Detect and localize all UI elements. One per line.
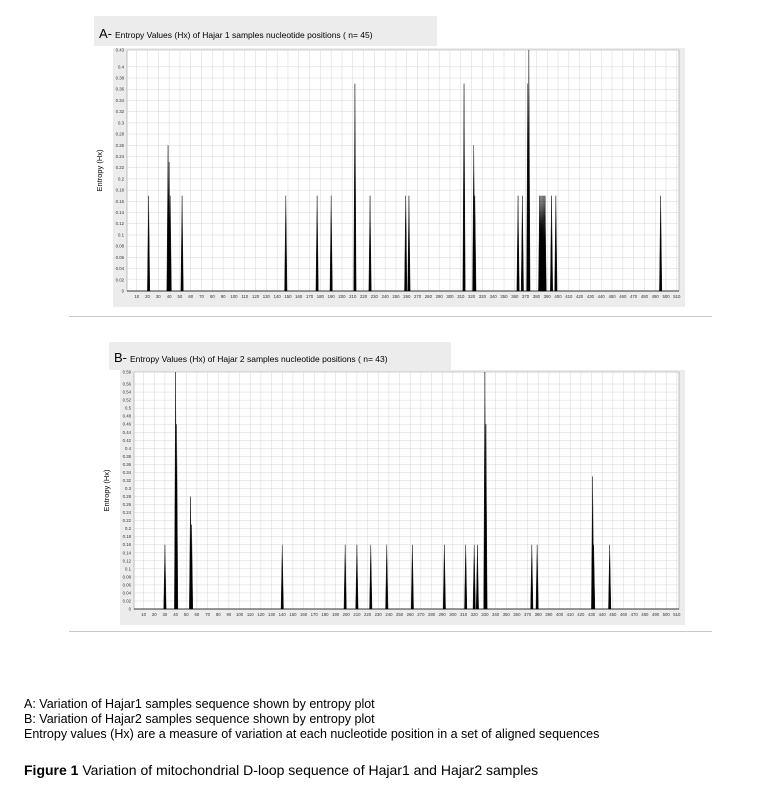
figure-title-text: Variation of mitochondrial D-loop sequence of Hajar1 and Hajar2 samples [78, 762, 539, 778]
chart-b-xtick-label-30: 310 [459, 612, 468, 617]
chart-b-ytick-label-19: 0.38 [122, 453, 131, 459]
chart-b-ytick-label-20: 0.4 [125, 445, 131, 451]
entropy-chart-b [69, 320, 712, 625]
chart-a-xtick-label-50: 510 [673, 294, 681, 299]
chart-a-ytick-label-13: 0.26 [115, 142, 124, 148]
chart-a-xtick-label-2: 30 [155, 294, 161, 299]
chart-a-xtick-label-9: 100 [230, 294, 238, 299]
chart-b-xtick-label-17: 180 [321, 612, 329, 617]
chart-b-ytick-label-18: 0.36 [122, 461, 131, 467]
chart-b-ytick-label-17: 0.34 [122, 469, 131, 475]
chart-b-xtick-label-11: 120 [257, 612, 265, 617]
chart-b-ytick-label-29: 0.59 [122, 369, 131, 375]
entropy-chart-a [69, 8, 712, 313]
chart-b-xtick-label-35: 360 [513, 612, 521, 617]
chart-a-xtick-label-47: 480 [640, 294, 649, 299]
chart-a-ytick-label-10: 0.2 [118, 176, 124, 182]
chart-b-xtick-label-38: 390 [545, 612, 553, 617]
chart-b-xtick-label-20: 210 [353, 612, 361, 617]
chart-b-xtick-label-8: 90 [226, 612, 232, 617]
chart-b-xtick-label-45: 460 [619, 612, 628, 617]
chart-a-xtick-label-29: 300 [446, 294, 454, 299]
chart-b-xtick-label-31: 320 [470, 612, 478, 617]
chart-b-panel-label: B- [114, 350, 127, 365]
chart-a-xtick-label-12: 130 [262, 294, 270, 299]
chart-b-ytick-label-28: 0.56 [122, 381, 131, 387]
chart-b-xtick-label-15: 160 [299, 612, 308, 617]
chart-a-ytick-label-21: 0.43 [115, 47, 124, 53]
chart-b-xtick-label-49: 500 [662, 612, 670, 617]
chart-b-xtick-label-33: 340 [491, 612, 500, 617]
chart-a-xtick-label-17: 180 [316, 294, 324, 299]
chart-b-xtick-label-18: 190 [331, 612, 340, 617]
chart-b-xtick-label-41: 420 [577, 612, 585, 617]
chart-b-xtick-label-19: 200 [342, 612, 350, 617]
chart-a-xtick-label-31: 320 [468, 294, 476, 299]
chart-b-ytick-label-0: 0 [128, 606, 131, 612]
chart-a-xtick-label-3: 40 [166, 294, 172, 299]
chart-a-ytick-label-9: 0.18 [115, 187, 124, 193]
chart-a-xtick-label-40: 410 [565, 294, 573, 299]
chart-b-ytick-label-24: 0.48 [122, 413, 131, 419]
chart-b-ytick-label-22: 0.44 [122, 429, 131, 435]
figure-title [24, 762, 538, 778]
chart-a-xtick-label-36: 370 [522, 294, 530, 299]
chart-a-ytick-label-4: 0.08 [115, 243, 124, 249]
chart-a-xtick-label-35: 360 [511, 294, 519, 299]
chart-a-ytick-label-18: 0.36 [115, 86, 124, 92]
chart-a-xtick-label-15: 160 [295, 294, 303, 299]
chart-b-xtick-label-37: 380 [534, 612, 542, 617]
chart-b-ytick-label-21: 0.42 [122, 437, 131, 443]
chart-b-xtick-label-1: 20 [151, 612, 157, 617]
chart-a-xtick-label-23: 240 [381, 294, 389, 299]
chart-a-ytick-label-5: 0.1 [118, 232, 124, 238]
chart-a-ytick-label-8: 0.16 [115, 198, 124, 204]
chart-b-xtick-label-13: 140 [278, 612, 286, 617]
chart-a-title: Entropy Values (Hx) of Hajar 1 samples nucleotide positions ( n= 45) [115, 30, 373, 40]
chart-b-xtick-label-28: 290 [438, 612, 446, 617]
chart-b-title: Entropy Values (Hx) of Hajar 2 samples nucleotide positions ( n= 43) [130, 354, 388, 364]
chart-b-ytick-label-13: 0.26 [122, 502, 131, 508]
chart-b-xtick-label-43: 440 [598, 612, 606, 617]
chart-a-plot-area [127, 50, 679, 291]
chart-b-ytick-label-10: 0.2 [125, 526, 131, 532]
chart-b-xtick-label-23: 240 [385, 612, 393, 617]
chart-a-ytick-label-15: 0.3 [118, 120, 124, 126]
chart-a-xtick-label-11: 120 [251, 294, 260, 299]
chart-b-xtick-label-22: 230 [374, 612, 382, 617]
chart-b-xtick-label-46: 470 [630, 612, 638, 617]
caption-entropy-note: Entropy values (Hx) are a measure of variation at each nucleotide position in a set of aligned sequences [24, 727, 600, 741]
chart-b-xtick-label-40: 410 [566, 612, 574, 617]
chart-b-ytick-label-15: 0.3 [125, 485, 131, 491]
chart-a-xtick-label-44: 450 [608, 294, 616, 299]
chart-a-ytick-label-17: 0.34 [115, 97, 124, 103]
chart-a-xtick-label-39: 400 [554, 294, 562, 299]
chart-b-xtick-label-29: 300 [449, 612, 457, 617]
chart-a-ylabel: Entropy (Hx) [95, 149, 104, 192]
chart-a-xtick-label-27: 280 [424, 294, 432, 299]
chart-b-xtick-label-0: 10 [141, 612, 146, 617]
chart-a-xtick-label-18: 190 [327, 294, 335, 299]
chart-a-ytick-label-0: 0 [121, 288, 124, 294]
chart-b-ytick-label-8: 0.16 [122, 542, 131, 548]
chart-b-ylabel: Entropy (Hx) [102, 469, 111, 512]
chart-a-xtick-label-4: 50 [177, 294, 183, 299]
chart-b-ytick-label-1: 0.02 [122, 598, 131, 604]
chart-a-xtick-label-0: 10 [134, 294, 140, 299]
chart-a-xtick-label-42: 430 [586, 294, 595, 299]
chart-b-xtick-label-5: 60 [194, 612, 200, 617]
chart-b-xtick-label-27: 280 [427, 612, 436, 617]
chart-b-xtick-label-44: 450 [609, 612, 617, 617]
chart-a-xtick-label-19: 200 [338, 294, 346, 299]
caption-b: B: Variation of Hajar2 samples sequence shown by entropy plot [24, 712, 375, 726]
chart-b-xtick-label-36: 370 [523, 612, 532, 617]
chart-a-xtick-label-28: 290 [435, 294, 443, 299]
chart-b-xtick-label-50: 510 [673, 612, 681, 617]
panel-divider [69, 316, 712, 317]
chart-a-ytick-label-6: 0.12 [115, 221, 124, 227]
chart-a-xtick-label-20: 210 [349, 294, 357, 299]
chart-b-xtick-label-3: 40 [173, 612, 178, 617]
chart-a-xtick-label-32: 330 [478, 294, 486, 299]
caption-a: A: Variation of Hajar1 samples sequence shown by entropy plot [24, 697, 375, 711]
chart-a-ytick-label-3: 0.06 [115, 254, 124, 260]
chart-b-xtick-label-14: 150 [289, 612, 297, 617]
chart-a-ytick-label-19: 0.38 [115, 75, 124, 81]
chart-b-ytick-label-9: 0.18 [122, 534, 131, 540]
chart-a-xtick-label-26: 270 [413, 294, 422, 299]
chart-a-xtick-label-30: 310 [457, 294, 465, 299]
chart-b-ytick-label-27: 0.54 [122, 389, 131, 395]
chart-b-ytick-label-7: 0.14 [122, 550, 131, 556]
chart-b-ytick-label-26: 0.52 [122, 397, 131, 403]
chart-b-xtick-label-24: 250 [395, 612, 404, 617]
chart-b-xtick-label-12: 130 [267, 612, 276, 617]
chart-b-ytick-label-2: 0.04 [122, 590, 131, 596]
chart-b-ytick-label-11: 0.22 [122, 518, 131, 524]
chart-a-xtick-label-13: 140 [273, 294, 281, 299]
chart-a-ytick-label-20: 0.4 [118, 64, 124, 70]
chart-a-ytick-label-2: 0.04 [115, 266, 124, 272]
chart-b-ytick-label-23: 0.46 [122, 421, 131, 427]
chart-a-xtick-label-33: 340 [489, 294, 497, 299]
chart-b-xtick-label-10: 110 [246, 612, 254, 617]
chart-a-xtick-label-41: 420 [576, 294, 584, 299]
chart-a-xtick-label-14: 150 [284, 294, 292, 299]
chart-b-xtick-label-21: 220 [363, 612, 372, 617]
chart-a-xtick-label-49: 500 [662, 294, 670, 299]
chart-a-xtick-label-5: 60 [188, 294, 194, 299]
chart-a-xtick-label-38: 390 [543, 294, 551, 299]
chart-a-xtick-label-43: 440 [597, 294, 605, 299]
entropy-plot-b-svg [69, 320, 712, 625]
chart-b-ytick-label-12: 0.24 [122, 510, 131, 516]
chart-a-panel-label: A- [99, 26, 112, 41]
chart-b-ytick-label-16: 0.32 [122, 477, 131, 483]
figure-label: Figure 1 [24, 762, 79, 778]
chart-b-xtick-label-42: 430 [587, 612, 596, 617]
chart-a-xtick-label-21: 220 [359, 294, 368, 299]
chart-b-xtick-label-39: 400 [555, 612, 564, 617]
chart-b-xtick-label-47: 480 [641, 612, 649, 617]
chart-b-xtick-label-9: 100 [236, 612, 244, 617]
chart-b-xtick-label-7: 80 [215, 612, 221, 617]
chart-a-ytick-label-1: 0.02 [115, 277, 124, 283]
chart-b-xtick-label-34: 350 [502, 612, 510, 617]
chart-b-ytick-label-6: 0.12 [122, 558, 131, 564]
chart-a-ytick-label-11: 0.22 [115, 165, 124, 171]
chart-b-xtick-label-2: 30 [162, 612, 168, 617]
chart-a-xtick-label-22: 230 [370, 294, 378, 299]
chart-a-xtick-label-48: 490 [651, 294, 659, 299]
chart-a-xtick-label-34: 350 [500, 294, 508, 299]
chart-a-xtick-label-24: 250 [392, 294, 400, 299]
chart-a-xtick-label-10: 110 [241, 294, 249, 299]
chart-a-xtick-label-37: 380 [532, 294, 540, 299]
entropy-plot-a-svg [69, 8, 712, 313]
chart-b-ytick-label-4: 0.08 [122, 574, 131, 580]
chart-b-xtick-label-4: 50 [183, 612, 189, 617]
chart-b-xtick-label-16: 170 [310, 612, 318, 617]
chart-b-xtick-label-6: 70 [205, 612, 210, 617]
chart-a-xtick-label-8: 90 [220, 294, 226, 299]
chart-b-xtick-label-26: 270 [417, 612, 425, 617]
chart-a-xtick-label-46: 470 [630, 294, 638, 299]
chart-b-xtick-label-32: 330 [481, 612, 489, 617]
chart-a-ytick-label-12: 0.24 [115, 153, 124, 159]
chart-a-xtick-label-6: 70 [199, 294, 204, 299]
chart-a-xtick-label-1: 20 [145, 294, 150, 299]
chart-a-ytick-label-16: 0.32 [115, 109, 124, 115]
chart-b-ytick-label-14: 0.28 [122, 494, 131, 500]
chart-a-xtick-label-16: 170 [305, 294, 314, 299]
chart-a-ytick-label-7: 0.14 [115, 210, 124, 216]
chart-b-ytick-label-3: 0.06 [122, 582, 131, 588]
chart-b-ytick-label-5: 0.1 [125, 566, 131, 572]
chart-b-plot-area [134, 372, 679, 609]
chart-b-xtick-label-25: 260 [406, 612, 414, 617]
chart-b-xtick-label-48: 490 [651, 612, 660, 617]
chart-a-xtick-label-7: 80 [209, 294, 215, 299]
chart-a-xtick-label-25: 260 [403, 294, 411, 299]
chart-b-ytick-label-25: 0.5 [125, 405, 131, 411]
chart-a-xtick-label-45: 460 [619, 294, 627, 299]
chart-a-ytick-label-14: 0.28 [115, 131, 124, 137]
figure-bottom-rule [69, 631, 712, 632]
